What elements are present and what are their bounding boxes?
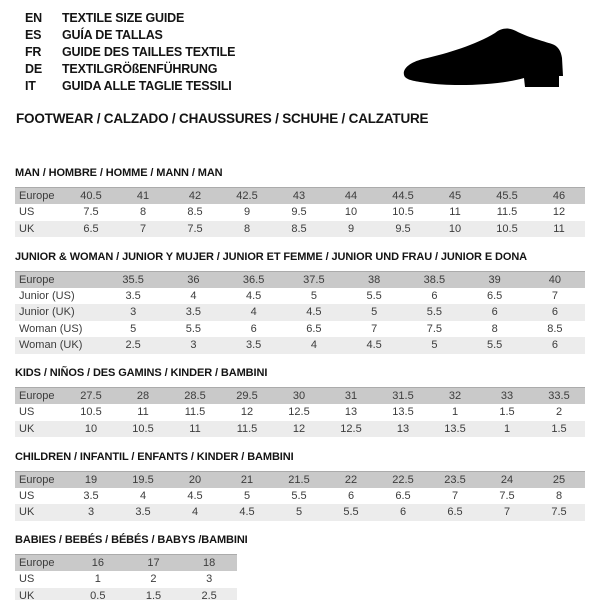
size-cell: 13.5 (444, 422, 466, 435)
size-section (15, 534, 585, 600)
size-cell: 3 (130, 306, 137, 319)
size-cell: 7.5 (499, 489, 515, 502)
size-cell: 7 (371, 322, 378, 335)
size-cell: 13 (344, 406, 358, 419)
size-cell: 1.5 (551, 422, 567, 435)
size-cell: 2.5 (201, 589, 217, 600)
language-code: IT (25, 78, 36, 93)
size-cell: 5 (295, 506, 303, 519)
row-label: Europe (19, 473, 55, 486)
table-row (15, 504, 585, 521)
size-cell: 3.5 (245, 339, 262, 352)
size-cell: 9 (347, 222, 355, 235)
size-cell: 6.5 (83, 222, 99, 235)
size-cell: 16 (91, 557, 104, 569)
size-cell: 46 (552, 190, 566, 202)
size-cell: 5.5 (426, 306, 443, 319)
size-cell: 4 (250, 306, 257, 319)
table-title: BABIES / BEBÉS / BÉBÉS / BABYS /BAMBINI (15, 534, 248, 546)
size-cell: 8.5 (291, 222, 307, 235)
size-cell: 43 (292, 190, 306, 202)
size-cell: 0.5 (90, 589, 106, 600)
size-cell: 7.5 (83, 206, 99, 219)
size-cell: 5 (243, 489, 251, 502)
size-cell: 5 (310, 289, 317, 302)
table-row (15, 321, 585, 338)
tables (15, 167, 585, 600)
size-table (15, 271, 585, 354)
size-cell: 38.5 (423, 273, 446, 286)
size-cell: 13.5 (392, 406, 414, 419)
table-title: KIDS / NIÑOS / DES GAMINS / KINDER / BAMBINI (15, 367, 268, 379)
size-cell: 24 (500, 473, 514, 486)
row-label: Woman (US) (19, 322, 83, 335)
size-cell: 18 (203, 557, 216, 569)
size-cell: 12 (552, 206, 566, 219)
size-cell: 5.5 (486, 339, 503, 352)
size-cell: 7.5 (551, 506, 567, 519)
size-cell: 42 (188, 190, 202, 202)
language-code: FR (25, 44, 42, 59)
table-row (15, 304, 585, 321)
size-cell: 42.5 (236, 190, 258, 202)
size-cell: 8 (139, 206, 147, 219)
size-cell: 7 (139, 222, 147, 235)
size-cell: 6.5 (486, 289, 503, 302)
size-cell: 11.5 (184, 406, 206, 419)
size-cell: 1 (503, 422, 511, 435)
size-cell: 6 (551, 306, 558, 319)
size-section (15, 451, 585, 521)
size-cell: 13 (396, 422, 410, 435)
header-row (15, 555, 237, 572)
size-cell: 31.5 (392, 390, 414, 402)
size-cell: 3 (190, 339, 197, 352)
size-cell: 41 (136, 190, 150, 202)
size-cell: 11 (137, 406, 149, 419)
table-title: JUNIOR & WOMAN / JUNIOR Y MUJER / JUNIOR ET FEMME / JUNIOR UND FRAU / JUNIOR E DONA (15, 250, 528, 263)
size-cell: 6 (491, 306, 498, 319)
row-label: Junior (US) (19, 289, 75, 302)
size-cell: 3.5 (125, 289, 141, 302)
row-label: Europe (19, 190, 55, 202)
size-table (15, 187, 585, 237)
size-cell: 2 (150, 573, 157, 586)
language-code: DE (25, 61, 42, 76)
size-cell: 21 (240, 473, 254, 486)
language-code: ES (25, 27, 42, 42)
size-cell: 25 (552, 473, 566, 486)
size-cell: 6.5 (447, 506, 463, 519)
table-title: CHILDREN / INFANTIL / ENFANTS / KINDER / BAMBINI (15, 450, 294, 463)
size-cell: 36.5 (242, 273, 265, 286)
size-cell: 7 (551, 289, 558, 302)
table-row (15, 571, 237, 588)
size-cell: 3 (206, 573, 213, 586)
row-label: US (19, 489, 35, 502)
size-cell: 10.5 (80, 406, 102, 419)
size-section (15, 251, 585, 354)
size-cell: 38 (368, 273, 381, 286)
size-cell: 12 (240, 406, 254, 419)
header-row (15, 471, 585, 488)
row-label: Europe (19, 557, 55, 569)
table-title: MAN / HOMBRE / HOMME / MANN / MAN (15, 167, 223, 179)
size-cell: 8 (243, 222, 251, 235)
row-label: UK (19, 506, 35, 519)
size-cell: 4 (139, 489, 147, 502)
table-row (15, 488, 585, 505)
size-cell: 10 (84, 422, 98, 435)
size-cell: 4.5 (366, 339, 382, 352)
size-cell: 44 (344, 190, 358, 202)
size-cell: 4 (190, 289, 197, 302)
size-cell: 1 (451, 406, 459, 419)
size-cell: 5 (431, 339, 438, 352)
size-cell: 10.5 (132, 422, 154, 435)
size-cell: 40 (548, 273, 561, 286)
size-cell: 9.5 (395, 222, 411, 235)
size-cell: 8 (555, 489, 563, 502)
size-cell: 27.5 (80, 390, 102, 402)
size-cell: 32 (448, 390, 462, 402)
language-list (25, 9, 235, 94)
size-cell: 2.5 (125, 339, 141, 352)
size-cell: 3 (87, 506, 95, 519)
language-code: EN (25, 10, 42, 25)
size-cell: 39 (488, 273, 501, 286)
size-cell: 5.5 (291, 489, 307, 502)
size-cell: 6 (250, 322, 257, 335)
size-cell: 4.5 (239, 506, 255, 519)
size-cell: 1.5 (499, 406, 515, 419)
row-label: Europe (19, 273, 55, 286)
table-row (15, 221, 585, 238)
size-cell: 7.5 (187, 222, 203, 235)
size-cell: 19 (84, 473, 98, 486)
size-cell: 44.5 (392, 190, 414, 202)
row-label: US (19, 573, 35, 586)
size-cell: 12 (292, 422, 306, 435)
table-row (15, 204, 585, 221)
size-cell: 11 (553, 222, 565, 235)
language-row (25, 77, 235, 94)
size-cell: 4 (191, 506, 199, 519)
size-cell: 6 (551, 339, 558, 352)
size-cell: 2 (555, 406, 563, 419)
size-cell: 10.5 (496, 222, 518, 235)
size-cell: 36 (187, 273, 200, 286)
language-label: TEXTILE SIZE GUIDE (62, 10, 185, 25)
size-cell: 1 (94, 573, 101, 586)
language-label: GUIDA ALLE TAGLIE TESSILI (62, 78, 232, 93)
size-cell: 6 (399, 506, 407, 519)
size-cell: 10 (344, 206, 358, 219)
size-cell: 11 (449, 206, 461, 219)
size-cell: 35.5 (122, 273, 144, 286)
size-cell: 22.5 (392, 473, 414, 486)
size-table (15, 387, 585, 437)
size-cell: 30 (292, 390, 306, 402)
size-cell: 28.5 (184, 390, 206, 402)
size-cell: 4.5 (245, 289, 262, 302)
table-row (15, 288, 585, 305)
size-cell: 6.5 (306, 322, 322, 335)
row-label: Woman (UK) (19, 339, 83, 352)
size-cell: 6.5 (395, 489, 411, 502)
size-cell: 11 (189, 422, 201, 435)
size-cell: 40.5 (80, 190, 102, 202)
size-cell: 33 (500, 390, 514, 402)
table-row (15, 421, 585, 438)
size-cell: 1.5 (145, 589, 162, 600)
size-cell: 21.5 (288, 473, 310, 486)
table-row (15, 404, 585, 421)
size-cell: 33.5 (548, 390, 570, 402)
size-cell: 12.5 (340, 422, 362, 435)
size-cell: 5 (130, 322, 137, 335)
size-cell: 4.5 (187, 489, 203, 502)
header-row (15, 188, 585, 205)
row-label: UK (19, 589, 35, 600)
language-row (25, 43, 235, 60)
size-cell: 8 (491, 322, 498, 335)
size-cell: 17 (147, 557, 160, 569)
row-label: Junior (UK) (19, 306, 75, 319)
size-cell: 4 (310, 339, 317, 352)
language-label: TEXTILGRÖßENFÜHRUNG (62, 61, 218, 76)
size-cell: 4.5 (306, 306, 322, 319)
size-cell: 5.5 (185, 322, 202, 335)
size-cell: 20 (188, 473, 202, 486)
row-label: Europe (19, 390, 55, 402)
size-cell: 3.5 (135, 506, 151, 519)
size-table (15, 471, 585, 521)
size-section (15, 367, 585, 437)
language-row (25, 60, 235, 77)
size-cell: 5 (371, 306, 378, 319)
header-row (15, 388, 585, 405)
dress-shoe-icon (397, 27, 569, 93)
size-cell: 45.5 (496, 190, 518, 202)
table-row (15, 337, 585, 354)
size-cell: 22 (344, 473, 358, 486)
size-cell: 10.5 (392, 206, 414, 219)
size-cell: 23.5 (444, 473, 466, 486)
row-label: US (19, 406, 35, 419)
size-cell: 11.5 (496, 206, 518, 219)
size-cell: 7 (451, 489, 459, 502)
size-cell: 8.5 (547, 322, 563, 335)
size-cell: 9.5 (291, 206, 307, 219)
size-cell: 3.5 (185, 306, 202, 319)
size-cell: 7 (503, 506, 511, 519)
size-cell: 10 (448, 222, 462, 235)
size-cell: 5.5 (366, 289, 382, 302)
row-label: US (19, 206, 35, 219)
language-row (25, 26, 235, 43)
size-table (15, 554, 237, 600)
size-cell: 12.5 (288, 406, 310, 419)
size-cell: 6 (347, 489, 355, 502)
table-row (15, 588, 237, 600)
language-label: GUIDE DES TAILLES TEXTILE (62, 44, 236, 59)
row-label: UK (19, 422, 35, 435)
header-row (15, 271, 585, 288)
language-row (25, 9, 235, 26)
size-cell: 7.5 (426, 322, 443, 335)
size-cell: 37.5 (303, 273, 325, 286)
size-cell: 9 (243, 206, 251, 219)
size-cell: 5.5 (343, 506, 359, 519)
size-cell: 45 (448, 190, 462, 202)
size-cell: 8.5 (187, 206, 203, 219)
size-cell: 28 (136, 390, 150, 402)
size-cell: 11.5 (236, 422, 258, 435)
size-cell: 19.5 (132, 473, 154, 486)
size-cell: 29.5 (236, 390, 258, 402)
size-section (15, 167, 585, 237)
category-title: FOOTWEAR / CALZADO / CHAUSSURES / SCHUHE / CALZATURE (16, 111, 429, 126)
language-label: GUÍA DE TALLAS (62, 27, 163, 42)
size-cell: 3.5 (83, 489, 99, 502)
size-cell: 31 (344, 390, 358, 402)
size-cell: 6 (431, 289, 438, 302)
row-label: UK (19, 222, 35, 235)
